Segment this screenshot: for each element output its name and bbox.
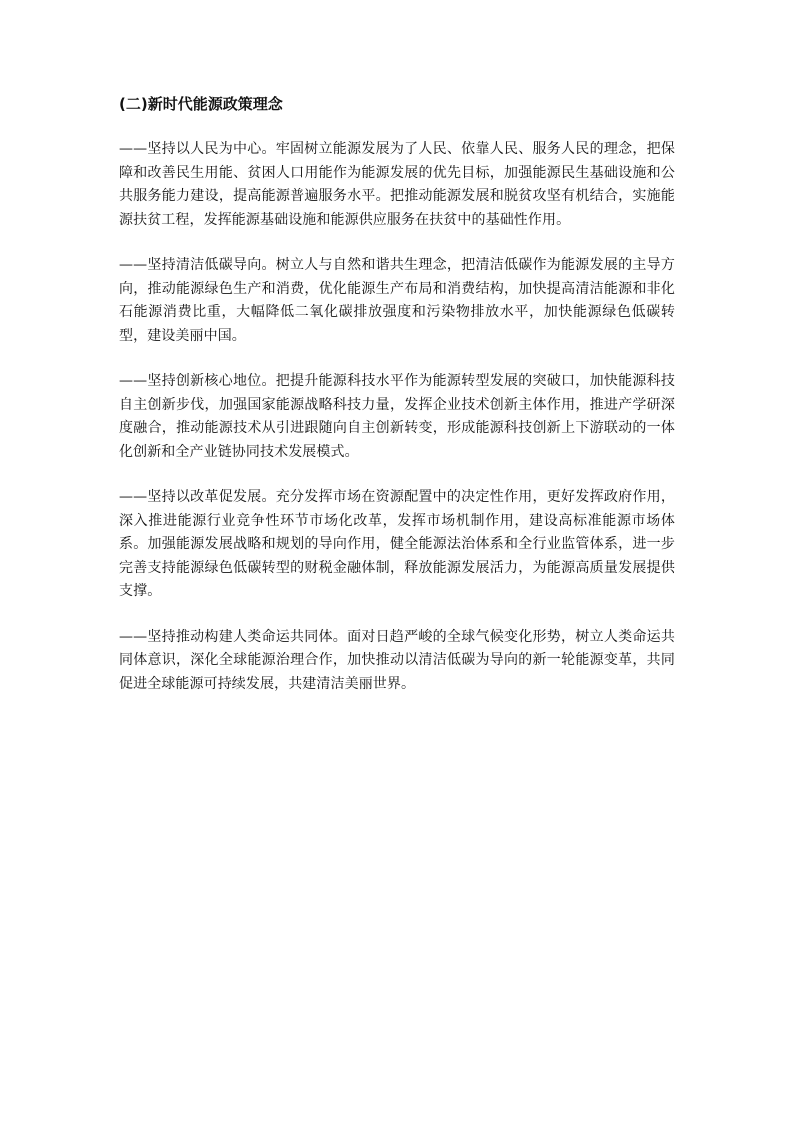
- document-body: [119, 92, 675, 718]
- section-heading: (二)新时代能源政策理念: [119, 95, 283, 113]
- paragraph-innovation: ——坚持创新核心地位。把提升能源科技水平作为能源转型发展的突破口，加快能源科技自主创新步伐，加强国家能源战略科技力量，发挥企业技术创新主体作用，推进产学研深度融合，推动能源技术从引进跟随向自主创新转变，形成能源科技创新上下游联动的一体化创新和全产业链协同技术发展模式。: [119, 373, 675, 460]
- paragraph-people-centered: ——坚持以人民为中心。牢固树立能源发展为了人民、依靠人民、服务人民的理念，把保障和改善民生用能、贫困人口用能作为能源发展的优先目标，加强能源民生基础设施和公共服务能力建设，提高能源普遍服务水平。把推动能源发展和脱贫攻坚有机结合，实施能源扶贫工程，发挥能源基础设施和能源供应服务在扶贫中的基础性作用。: [119, 141, 675, 228]
- paragraph-clean-low-carbon: ——坚持清洁低碳导向。树立人与自然和谐共生理念，把清洁低碳作为能源发展的主导方向，推动能源绿色生产和消费，优化能源生产布局和消费结构，加快提高清洁能源和非化石能源消费比重，大幅降低二氧化碳排放强度和污染物排放水平，加快能源绿色低碳转型，建设美丽中国。: [119, 257, 675, 344]
- paragraph-reform: ——坚持以改革促发展。充分发挥市场在资源配置中的决定性作用，更好发挥政府作用，深入推进能源行业竞争性环节市场化改革，发挥市场机制作用，建设高标准能源市场体系。加强能源发展战略和规划的导向作用，健全能源法治体系和全行业监管体系，进一步完善支持能源绿色低碳转型的财税金融体制，释放能源发展活力，为能源高质量发展提供支撑。: [119, 489, 675, 599]
- paragraph-shared-future: ——坚持推动构建人类命运共同体。面对日趋严峻的全球气候变化形势，树立人类命运共同体意识，深化全球能源治理合作，加快推动以清洁低碳为导向的新一轮能源变革，共同促进全球能源可持续发展，共建清洁美丽世界。: [119, 628, 675, 692]
